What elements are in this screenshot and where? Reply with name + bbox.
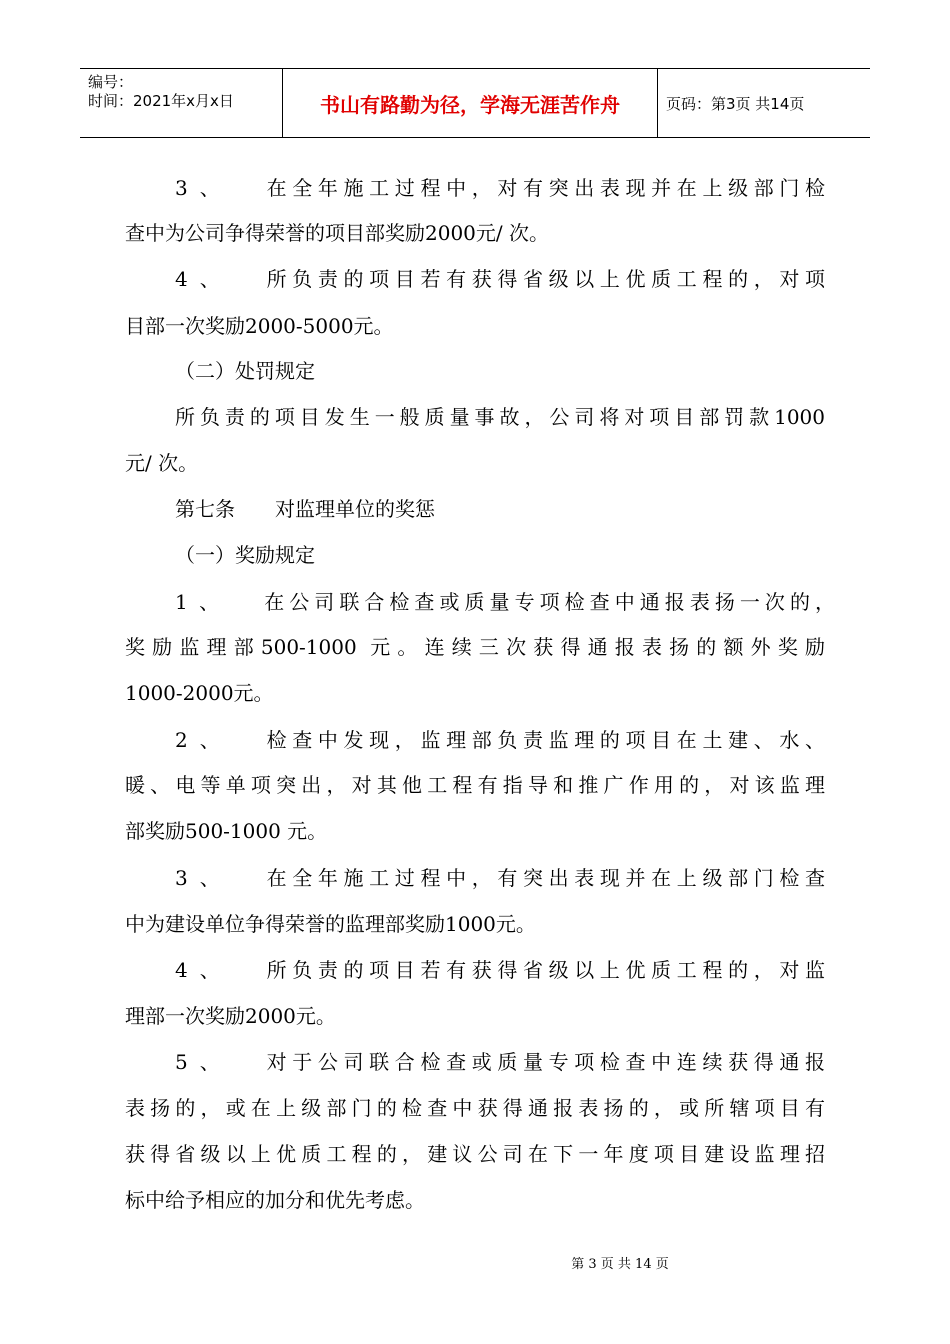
body-line: 2 、 检查中发现，监理部负责监理的项目在土建、水、 bbox=[175, 728, 825, 752]
body-line: 元/ 次。 bbox=[125, 451, 199, 475]
body-line: 部奖励500-1000 元。 bbox=[125, 819, 328, 843]
header-motto: 书山有路勤为径，学海无涯苦作舟 bbox=[282, 69, 658, 137]
date-label: 时间：2021年x月x日 bbox=[88, 92, 234, 110]
body-line: 奖励监理部500-1000 元。连续三次获得通报表扬的额外奖励 bbox=[125, 635, 825, 659]
body-line: 标中给予相应的加分和优先考虑。 bbox=[125, 1188, 425, 1212]
body-line: 目部一次奖励2000-5000元。 bbox=[125, 314, 394, 338]
body-line: 表扬的，或在上级部门的检查中获得通报表扬的，或所辖项目有 bbox=[125, 1096, 825, 1120]
body-line: 获得省级以上优质工程的，建议公司在下一年度项目建设监理招 bbox=[125, 1142, 825, 1166]
body-line: 1000-2000元。 bbox=[125, 681, 274, 705]
body-line: 1 、 在公司联合检查或质量专项检查中通报表扬一次的， bbox=[175, 590, 835, 614]
header-page-info: 页码：第3页 共14页 bbox=[666, 94, 805, 113]
body-line: （二）处罚规定 bbox=[175, 359, 315, 383]
body-line: 5 、 对于公司联合检查或质量专项检查中连续获得通报 bbox=[175, 1050, 825, 1074]
body-line: 4 、 所负责的项目若有获得省级以上优质工程的，对监 bbox=[175, 958, 825, 982]
body-line: 4 、 所负责的项目若有获得省级以上优质工程的，对项 bbox=[175, 267, 825, 291]
header-meta bbox=[80, 69, 282, 137]
number-label: 编号： bbox=[88, 73, 134, 91]
page-footer: 第 3 页 共 14 页 bbox=[571, 1257, 669, 1272]
body-line: 暖、电等单项突出，对其他工程有指导和推广作用的，对该监理 bbox=[125, 773, 825, 797]
body-line: 理部一次奖励2000元。 bbox=[125, 1004, 336, 1028]
body-line: 3 、 在全年施工过程中，对有突出表现并在上级部门检 bbox=[175, 176, 825, 200]
body-line: 所负责的项目发生一般质量事故，公司将对项目部罚款1000 bbox=[175, 405, 825, 429]
section-heading: 第七条 对监理单位的奖惩 bbox=[175, 497, 435, 521]
body-line: 3 、 在全年施工过程中，有突出表现并在上级部门检查 bbox=[175, 866, 825, 890]
body-line: 查中为公司争得荣誉的项目部奖励2000元/ 次。 bbox=[125, 221, 549, 245]
body-line: 中为建设单位争得荣誉的监理部奖励1000元。 bbox=[125, 912, 536, 936]
page-header bbox=[80, 68, 870, 138]
subsection-heading: （一）奖励规定 bbox=[175, 543, 315, 567]
